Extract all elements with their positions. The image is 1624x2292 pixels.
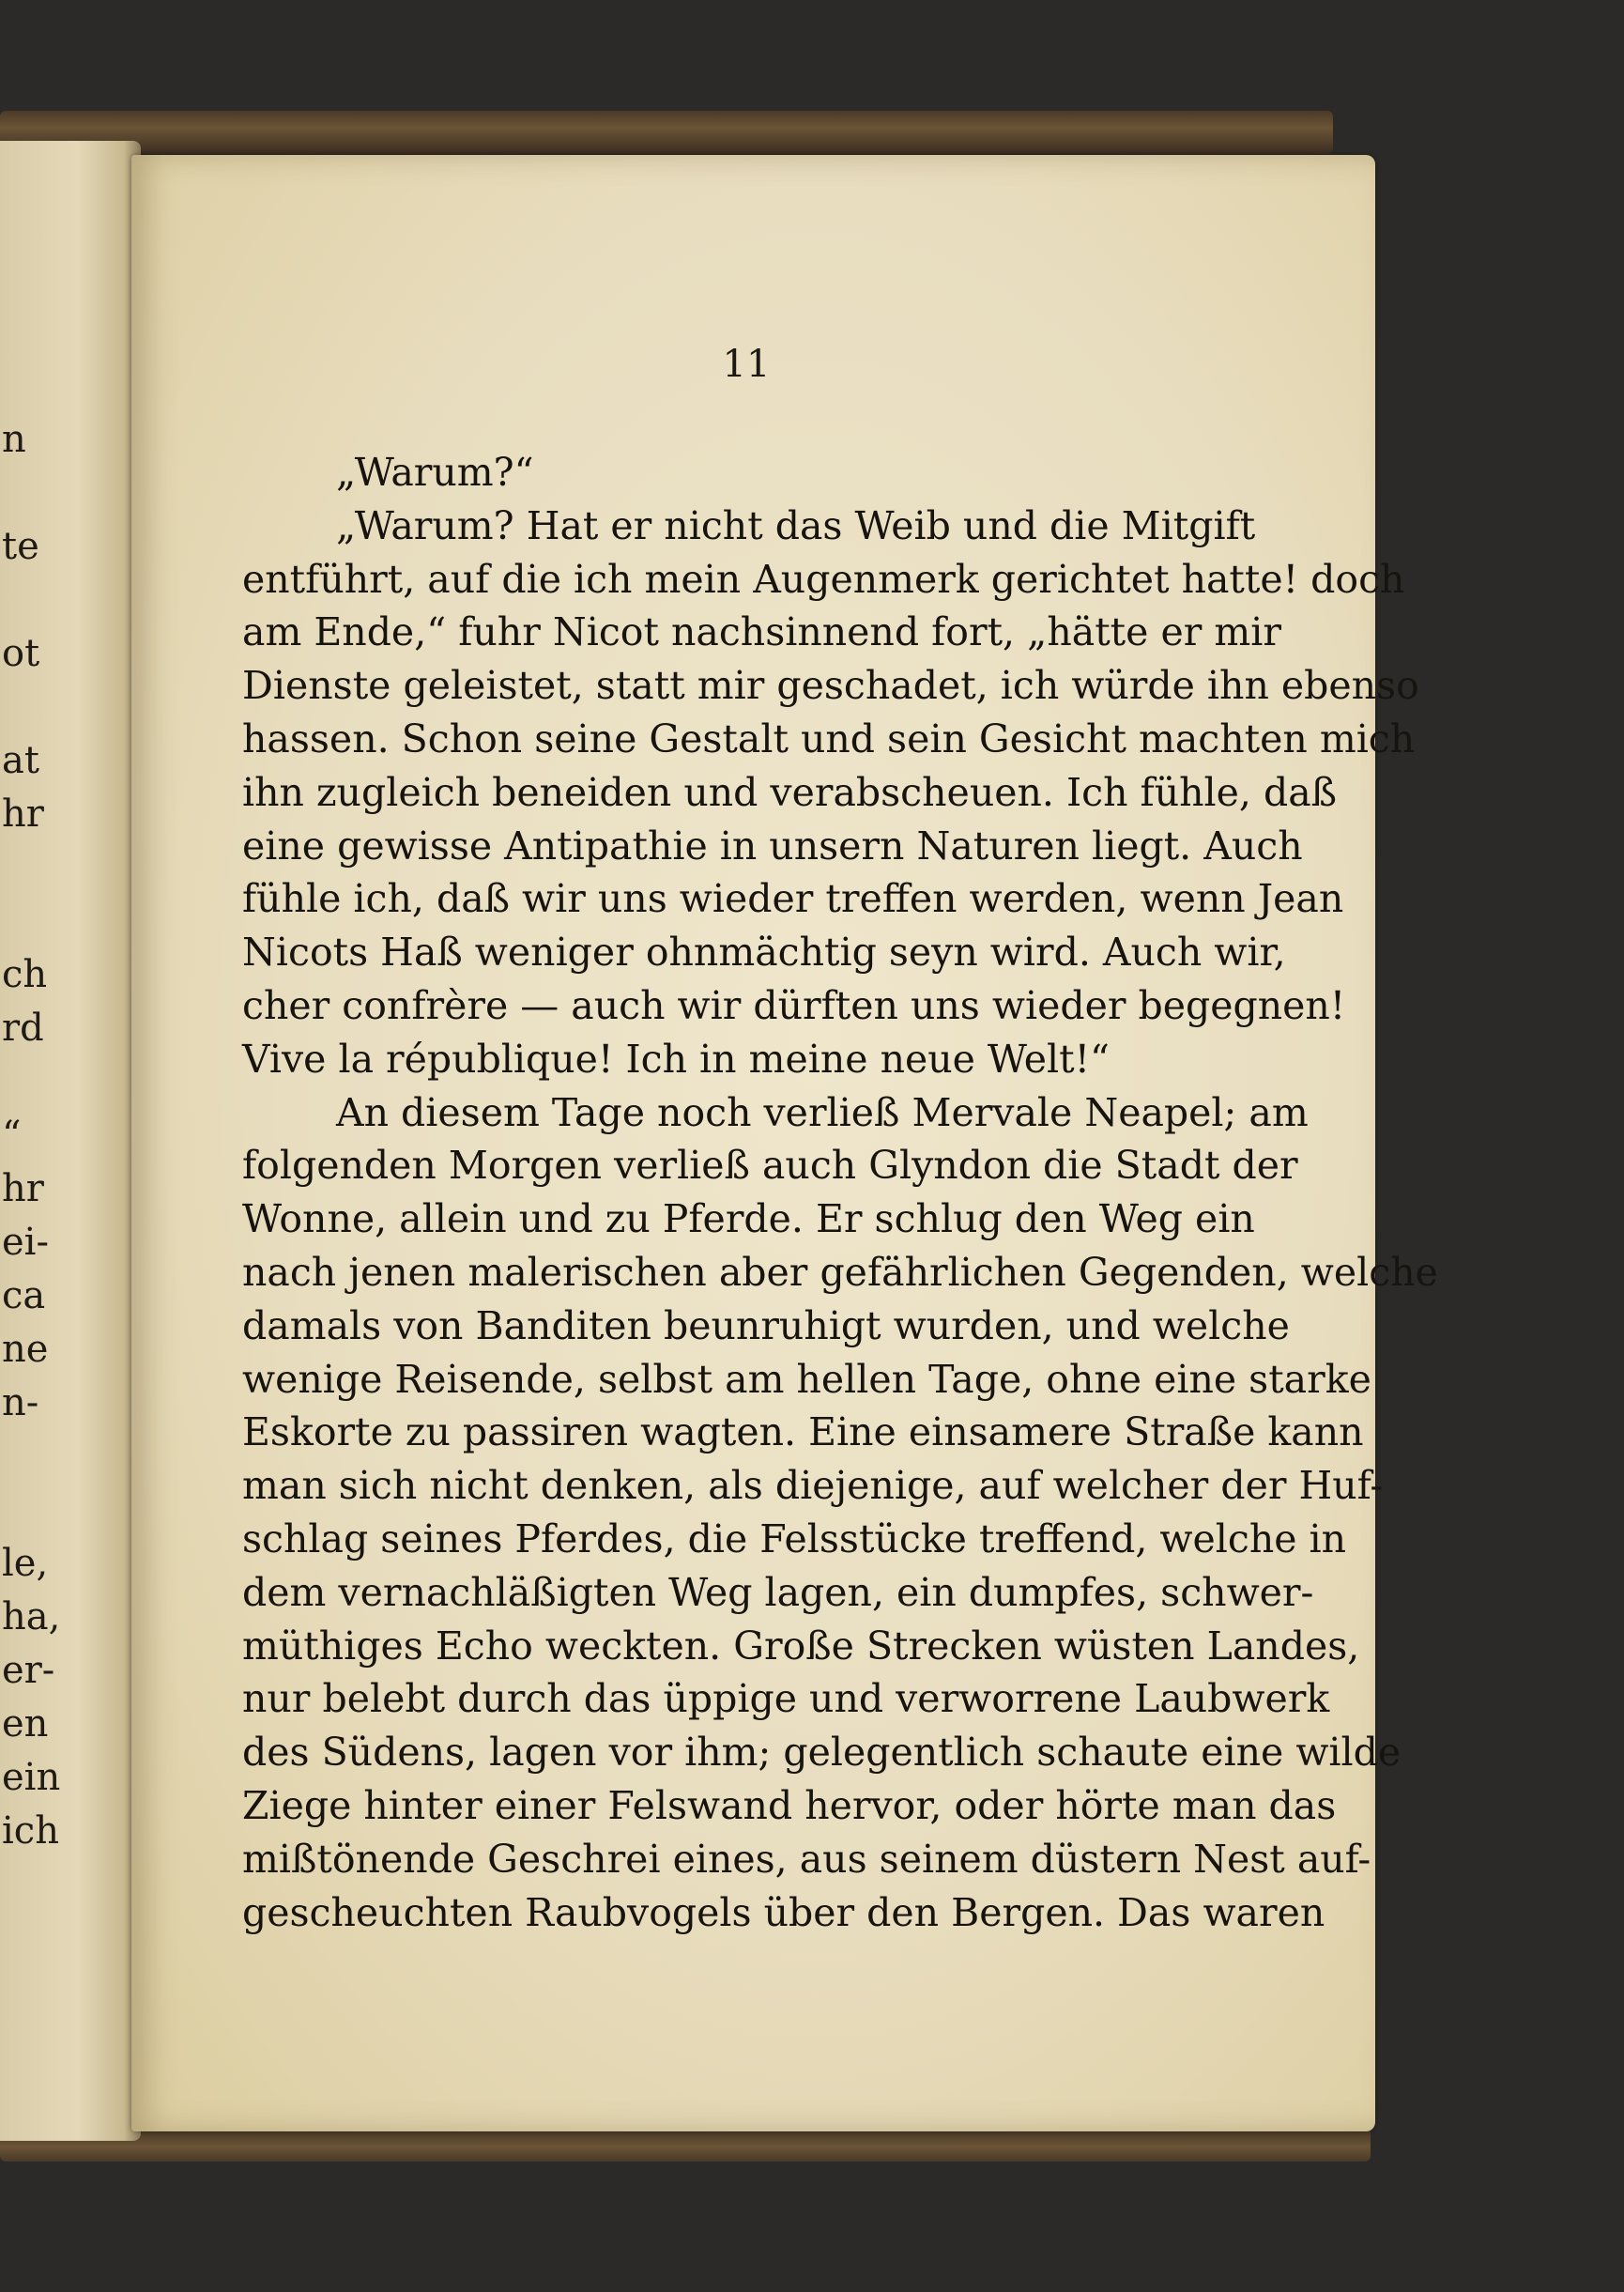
- text-line: eine gewisse Antipathie in unsern Naturen liegt. Auch: [242, 823, 1303, 869]
- text-line: wenige Reisende, selbst am hellen Tage, ohne eine starke: [242, 1356, 1371, 1402]
- text-line: Eskorte zu passiren wagten. Eine einsamere Straße kann: [242, 1409, 1364, 1455]
- text-line: ihn zugleich beneiden und verabscheuen. Ich fühle, daß: [242, 769, 1338, 815]
- left-fragment: ca: [2, 1274, 46, 1317]
- left-fragment: ha,: [2, 1595, 61, 1638]
- left-fragment: en: [2, 1702, 49, 1746]
- left-fragment: rd: [2, 1007, 44, 1050]
- left-fragment: [0, 895, 66, 948]
- text-line: folgenden Morgen verließ auch Glyndon die Stadt der: [242, 1143, 1298, 1189]
- left-fragment: le,: [2, 1542, 49, 1585]
- left-fragment: te: [2, 525, 39, 568]
- left-fragment: [0, 467, 66, 520]
- left-fragment: [0, 1484, 66, 1537]
- left-fragment: [0, 1055, 66, 1109]
- left-fragment: ein: [2, 1756, 61, 1799]
- left-fragment: “: [2, 1114, 22, 1157]
- page-text: [242, 446, 1438, 1939]
- text-line: man sich nicht denken, als diejenige, auf welcher der Huf-: [242, 1463, 1384, 1509]
- text-line: „Warum? Hat er nicht das Weib und die Mitgift: [336, 502, 1256, 548]
- left-fragment: [0, 574, 66, 627]
- text-line: mißtönende Geschrei eines, aus seinem düstern Nest auf-: [242, 1836, 1371, 1882]
- text-line: Nicots Haß weniger ohnmächtig seyn wird. Auch wir,: [242, 930, 1286, 976]
- text-line: Wonne, allein und zu Pferde. Er schlug den Weg ein: [242, 1196, 1255, 1242]
- text-line: hassen. Schon seine Gestalt und sein Gesicht machten mich: [242, 715, 1416, 761]
- text-line: gescheuchten Raubvogels über den Bergen. Das waren: [242, 1889, 1325, 1935]
- left-fragment: ne: [2, 1328, 49, 1371]
- text-line: Dienste geleistet, statt mir geschadet, ich würde ihn ebenso: [242, 663, 1419, 709]
- text-line: entführt, auf die ich mein Augenmerk gerichtet hatte! doch: [242, 556, 1405, 602]
- left-fragment: n: [2, 418, 26, 461]
- left-fragment: at: [2, 739, 39, 782]
- left-fragment: hr: [2, 1167, 44, 1210]
- left-fragment: er-: [2, 1649, 55, 1692]
- binding-top: [0, 111, 1333, 154]
- text-line: müthiges Echo weckten. Große Strecken wüsten Landes,: [242, 1623, 1360, 1669]
- left-fragment: ch: [2, 953, 48, 996]
- left-fragment: n-: [2, 1381, 39, 1424]
- text-line: schlag seines Pferdes, die Felsstücke treffend, welche in: [242, 1515, 1347, 1561]
- text-line: „Warum?“: [336, 450, 534, 495]
- left-fragment: ich: [2, 1809, 59, 1853]
- text-line: Ziege hinter einer Felswand hervor, oder hörte man das: [242, 1782, 1337, 1828]
- left-fragment: [0, 681, 66, 734]
- text-line: damals von Banditen beunruhigt wurden, und welche: [242, 1302, 1290, 1348]
- text-line: An diesem Tage noch verließ Mervale Neapel; am: [336, 1089, 1309, 1135]
- left-fragment: [0, 841, 66, 895]
- text-line: cher confrère — auch wir dürften uns wieder begegnen!: [242, 982, 1346, 1028]
- left-page-fragments: [0, 413, 66, 1858]
- left-fragment: [0, 1430, 66, 1484]
- text-line: des Südens, lagen vor ihm; gelegentlich schaute eine wilde: [242, 1730, 1402, 1776]
- left-fragment: ei-: [2, 1221, 49, 1264]
- left-fragment: ot: [2, 632, 40, 675]
- text-line: nach jenen malerischen aber gefährlichen Gegenden, welche: [242, 1249, 1438, 1295]
- text-line: nur belebt durch das üppige und verworrene Laubwerk: [242, 1676, 1330, 1722]
- left-fragment: hr: [2, 792, 44, 836]
- text-line: fühle ich, daß wir uns wieder treffen werden, wenn Jean: [242, 876, 1344, 922]
- text-line: am Ende,“ fuhr Nicot nachsinnend fort, „hätte er mir: [242, 609, 1281, 655]
- page-number: 11: [722, 343, 771, 386]
- text-line: Vive la république! Ich in meine neue Welt!“: [242, 1036, 1111, 1082]
- text-line: dem vernachläßigten Weg lagen, ein dumpfes, schwer-: [242, 1569, 1314, 1615]
